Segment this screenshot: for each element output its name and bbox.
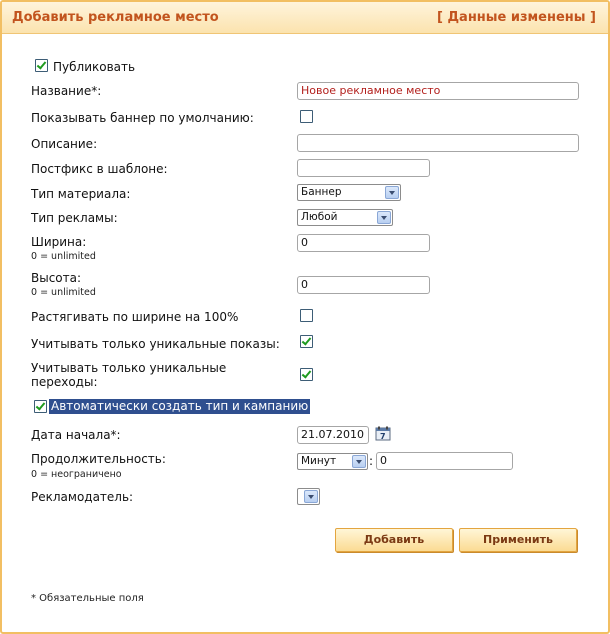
svg-text:7: 7 [380,432,386,441]
duration-separator: : [369,454,374,468]
duration-unit-select[interactable] [297,453,368,470]
chevron-down-icon[interactable] [377,211,391,224]
height-hint: 0 = unlimited [31,287,96,298]
unique-views-label: Учитывать только уникальные показы: [31,337,280,351]
chevron-down-icon[interactable] [304,490,318,503]
publish-label: Публиковать [53,60,136,74]
required-fields-note: * Обязательные поля [31,593,144,604]
material-type-label: Тип материала: [31,187,131,201]
ad-type-select[interactable] [297,209,393,226]
add-button[interactable]: Добавить [335,528,453,552]
status-text: [ Данные изменены ] [437,10,596,25]
height-input[interactable]: 0 [297,276,430,294]
stretch-checkbox[interactable] [300,309,313,322]
ad-type-label: Тип рекламы: [31,211,118,225]
calendar-icon[interactable] [375,426,392,441]
name-input[interactable]: Новое рекламное место [297,82,579,100]
duration-input[interactable]: 0 [376,452,513,470]
chevron-down-icon[interactable] [385,186,399,199]
auto-create-label: Автоматически создать тип и кампанию [51,399,309,413]
unique-views-checkbox[interactable] [300,335,313,348]
name-label: Название*: [31,84,102,98]
duration-unit-value: Минут [301,455,337,467]
unique-clicks-label-line2: переходы: [31,375,98,389]
publish-checkbox[interactable] [35,59,48,72]
unique-clicks-checkbox[interactable] [300,368,313,381]
default-banner-checkbox[interactable] [300,110,313,123]
material-type-value: Баннер [301,186,342,198]
page-title: Добавить рекламное место [12,10,219,25]
height-label: Высота: [31,271,82,285]
width-label: Ширина: [31,235,87,249]
form-header [2,2,608,34]
ad-type-value: Любой [301,211,338,223]
apply-button[interactable]: Применить [459,528,577,552]
description-label: Описание: [31,137,98,151]
width-hint: 0 = unlimited [31,251,96,262]
duration-hint: 0 = неограничено [31,469,122,480]
auto-create-checkbox[interactable] [34,400,47,413]
description-input[interactable] [297,134,579,152]
advertiser-select[interactable] [297,488,320,505]
material-type-select[interactable] [297,184,401,201]
chevron-down-icon[interactable] [352,455,366,468]
unique-clicks-label: Учитывать только уникальные [31,361,227,375]
postfix-label: Постфикс в шаблоне: [31,162,168,176]
stretch-label: Растягивать по ширине на 100% [31,310,239,324]
start-date-label: Дата начала*: [31,428,121,442]
advertiser-label: Рекламодатель: [31,490,134,504]
duration-label: Продолжительность: [31,452,166,466]
start-date-input[interactable]: 21.07.2010 [297,426,369,444]
postfix-input[interactable] [297,159,430,177]
default-banner-label: Показывать баннер по умолчанию: [31,111,254,125]
width-input[interactable]: 0 [297,234,430,252]
